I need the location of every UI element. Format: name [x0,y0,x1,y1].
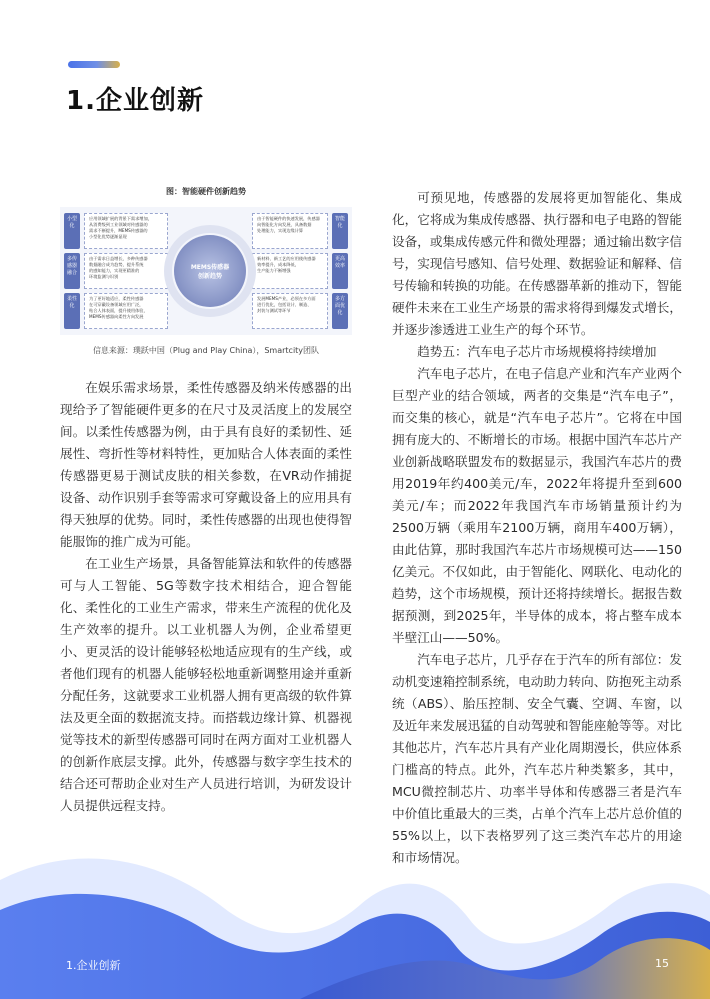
figure-label-intelligence: 智能化 [332,213,348,249]
innovation-trend-figure [60,185,352,356]
figure-card: 新材料、新工艺的应用使传感器 效率提升，成本降低， 生产能力不断增强 [252,253,328,289]
figure-center-circle: MEMS传感器 创新趋势 [174,235,246,307]
right-column [392,187,682,869]
figure-label-efficiency: 更高效率 [332,253,348,289]
paragraph: 汽车电子芯片，几乎存在于汽车的所有部位：发动机变速箱控制系统，电动助力转向、防抱死主动系统（ABS）、胎压控制、安全气囊、空调、车窗，以及近年来发展迅猛的自动驾驶和智能座舱等等。对比其他芯片，汽车芯片具有产业化周期漫长，供应体系门槛高的特点。此外，汽车芯片种类繁多，其中，MCU微控制芯片、功率半导体和传感器三者是汽车中价值比重最大的三类，占单个汽车上芯片总价值的55%以上，以下表格罗列了这三类汽车芯片的用途和市场情况。 [392,652,682,865]
figure-label-sensor-fusion: 多传感器融合 [64,253,80,289]
footer-title: 1.企业创新 [66,959,121,972]
page-number: 15 [655,957,669,970]
figure-label-flexibility: 柔性化 [64,293,80,329]
title-accent-bar [68,61,120,68]
figure-card: 发展MEMS产业，必须在多方面 进行优化，包括设计、制造、 封装与测试等环节 [252,293,328,329]
figure-source: 信息来源：璞跃中国（Plug and Play China），Smartcity团队 [92,346,320,355]
section-heading: 趋势五：汽车电子芯片市场规模将持续增加 [417,344,657,359]
paragraph: 在工业生产场景，具备智能算法和软件的传感器可与人工智能、5G等数字技术相结合，迎合智能化、柔性化的工业生产需求，带来生产流程的优化及生产效率的提升。以工业机器人为例，企业希望更小、更灵活的设计能够轻松地适应现有的生产线，或者他们现有的机器人能够轻松地重新调整用途并重新分配任务，这就要求工业机器人拥有更高级的软件算法及更全面的数据流支持。而搭载边缘计算、机器视觉等技术的新型传感器可同时在两方面对工业机器人的创新作底层支撑。此外，传感器与数字孪生技术的结合还可帮助企业对生产人员进行培训，为研发设计人员提供远程支持。 [60,556,352,813]
paragraph: 在娱乐需求场景，柔性传感器及纳米传感器的出现给予了智能硬件更多的在尺寸及灵活度上的发展空间。以柔性传感器为例，由于具有良好的柔韧性、延展性、弯折性等材料特性，更加贴合人体表面的柔性传感器更易于测试皮肤的相关参数，在VR动作捕捉设备、动作识别手套等需求可穿戴设备上的应用具有得天独厚的优势。同时，柔性传感器的出现也使得智能服饰的推广成为可能。 [60,380,352,549]
figure-card: 由于智能硬件的快速发展，传感器 向智能化方向发展，具备数据 处理能力，实现边缘计算 [252,213,328,249]
figure-label-miniaturization: 小型化 [64,213,80,249]
figure-caption: 图：智能硬件创新趋势 [166,187,246,196]
left-column [60,377,352,817]
figure-card: 为了更好地适应，柔性传感器 在可穿戴设备领域应用广泛， 贴合人体表面，提升使用体验， MEMS传感器向柔性方向发展 [84,293,168,329]
figure-card: 由于需求日益增长，多种传感器 数据融合成为趋势，提升系统 的感知能力，实现更精准的 环境监测与识别 [84,253,168,289]
page-title: 1.企业创新 [66,86,204,116]
figure-card: 应用领域扩展的背景下需求增加， 从消费级到工业领域对传感器的 需求不断提升，MEMS传感器的 小型化优势逐渐显现 [84,213,168,249]
paragraph: 可预见地，传感器的发展将更加智能化、集成化，它将成为集成传感器、执行器和电子电路的智能设备，或集成传感元件和微处理器；通过输出数字信号，实现信号感知、信号处理、数据验证和解释、信号传输和转换的功能。在传感器革新的推动下，智能硬件未来在工业生产场景的需求将得到爆发式增长，并逐步渗透进工业生产的每个环节。 [392,190,682,337]
paragraph: 汽车电子芯片，在电子信息产业和汽车产业两个巨型产业的结合领域，两者的交集是“汽车电子”，而交集的核心，就是“汽车电子芯片”。它将在中国拥有庞大的、不断增长的市场。根据中国汽车芯片产业创新战略联盟发布的数据显示，我国汽车芯片的费用2019年约400美元/车，2022年将提升至到600美元/车；而2022年我国汽车市场销量预计约为2500万辆（乘用车2100万辆，商用车400万辆），由此估算，那时我国汽车芯片市场规模可达——150亿美元。不仅如此，由于智能化、网联化、电动化的趋势，这个市场规模，预计还将持续增长。据报告数据预测，到2025年，半导体的成本，将占整车成本半壁江山——50%。 [392,366,682,645]
figure-label-optimization: 多方面优化 [332,293,348,329]
figure-diagram [60,207,352,335]
